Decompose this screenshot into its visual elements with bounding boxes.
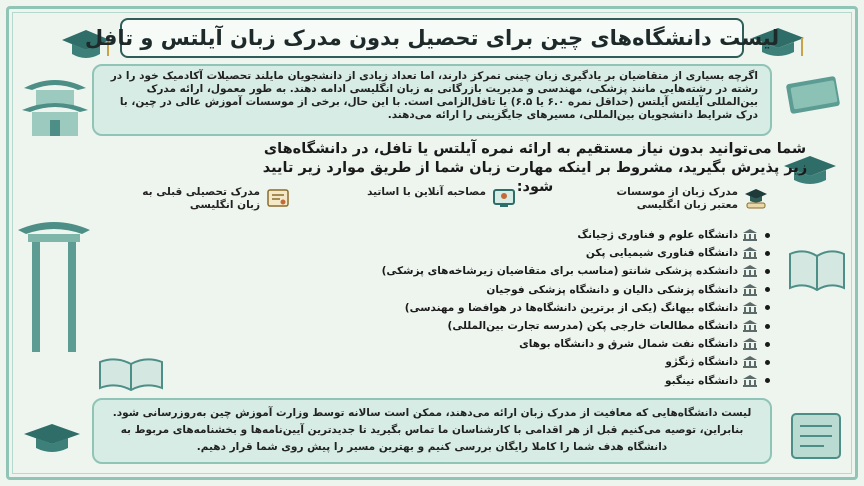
open-book-icon xyxy=(96,352,166,396)
university-name: دانشکده پزشکی شانتو (مناسب برای متقاضیان زیرشاخه‌های پزشکی) xyxy=(381,265,738,278)
footer-text: لیست دانشگاه‌هایی که معافیت از مدرک زبان ارائه می‌دهند، ممکن است سالانه توسط وزارت آموزش چین به‌روزرسانی شود. بنابراین، توصیه می‌کنیم قبل از هر اقدامی با کارشناسان ما تماس بگیرید تا جدیدترین آیین‌نامه‌ها و بخشنامه‌های مربوط به دانشگاه هدف شما را کاملا رایگان بررسی کنیم و بهترین مسیر را پیش روی شما قرار دهیم. xyxy=(112,407,752,453)
bullet-icon xyxy=(765,305,770,310)
list-item xyxy=(290,244,770,262)
list-item xyxy=(290,226,770,244)
intro-text: اگرچه بسیاری از متقاضیان بر یادگیری زبان چینی تمرکز دارند، اما تعداد زیادی از دانشجویان مایلند تحصیلات آکادمیک خود را در رشته در رشته‌هایی مانند پزشکی، مهندسی و مدیریت بازرگانی به زبان انگلیسی ادامه دهند. به طور معمول، ارائه مدرک بین‌المللی آیلتس آیلتس (حداقل نمره ۶.۰ یا ۶.۵) یا تافل‌الزامی است. با این حال، برخی از موسسات آموزش عالی در چین، با درک شرایط دانشجویان بین‌المللی، مسیرهای جایگزینی را ارائه می‌دهند. xyxy=(110,70,758,121)
bullet-icon xyxy=(765,360,770,365)
criterion-online-interview xyxy=(366,186,516,210)
list-item xyxy=(290,335,770,353)
list-item xyxy=(290,353,770,371)
university-name: دانشگاه فناوری شیمیایی پکن xyxy=(585,247,738,260)
intro-panel xyxy=(92,64,772,136)
university-name: دانشگاه بیهانگ (یکی از برترین دانشگاه‌ها در هوافضا و مهندسی) xyxy=(404,301,738,314)
university-name: دانشگاه ژنگژو xyxy=(665,356,738,369)
university-name: دانشگاه نفت شمال شرق و دانشگاه بوهای xyxy=(519,338,738,351)
gate-icon xyxy=(14,210,94,360)
bullet-icon xyxy=(765,378,770,383)
graduation-cap-icon xyxy=(22,418,82,462)
university-building-icon xyxy=(743,356,757,368)
university-building-icon xyxy=(743,265,757,277)
certificate-icon xyxy=(266,186,290,210)
bullet-icon xyxy=(765,269,770,274)
university-building-icon xyxy=(743,338,757,350)
university-building-icon xyxy=(743,302,757,314)
university-name: دانشگاه پزشکی دالیان و دانشگاه پزشکی فوجیان xyxy=(486,283,738,296)
video-call-icon xyxy=(492,186,516,210)
graduation-cap-diploma-icon xyxy=(744,186,768,210)
closed-book-icon xyxy=(782,70,844,120)
university-name: دانشگاه نینگبو xyxy=(664,374,738,387)
university-name: دانشگاه علوم و فناوری ژجیانگ xyxy=(577,229,738,242)
criterion-language-certificate xyxy=(598,186,768,212)
bullet-icon xyxy=(765,342,770,347)
university-building-icon xyxy=(743,284,757,296)
diploma-scroll-icon xyxy=(784,406,848,466)
list-item xyxy=(290,262,770,280)
bullet-icon xyxy=(765,233,770,238)
university-list xyxy=(290,226,770,390)
bullet-icon xyxy=(765,287,770,292)
subheading: شما می‌توانید بدون نیاز مستقیم به ارائه نمره آیلتس یا تافل، در دانشگاه‌های زیر پذیرش بگیرید، مشروط بر اینکه مهارت زبان شما از طریق موارد زیر تایید شود: xyxy=(262,141,808,195)
title-banner xyxy=(84,18,780,58)
list-item xyxy=(290,372,770,390)
criterion-previous-degree xyxy=(140,186,290,212)
university-building-icon xyxy=(743,229,757,241)
page-title: لیست دانشگاه‌های چین برای تحصیل بدون مدرک زبان آیلتس و تافل xyxy=(84,26,780,50)
bullet-icon xyxy=(765,324,770,329)
list-item xyxy=(290,281,770,299)
footer-note xyxy=(92,398,772,464)
list-item xyxy=(290,299,770,317)
university-building-icon xyxy=(743,375,757,387)
open-book-icon xyxy=(786,240,848,300)
criterion-label: مدرک تحصیلی قبلی به زبان انگلیسی xyxy=(142,186,260,211)
university-building-icon xyxy=(743,247,757,259)
bullet-icon xyxy=(765,251,770,256)
criterion-label: مدرک زبان از موسسات معتبر زبان انگلیسی xyxy=(616,186,738,211)
pagoda-icon xyxy=(20,64,90,144)
list-item xyxy=(290,317,770,335)
criterion-label: مصاحبه آنلاین با اساتید xyxy=(367,186,486,198)
university-name: دانشگاه مطالعات خارجی پکن (مدرسه تجارت بین‌المللی) xyxy=(447,320,738,333)
university-building-icon xyxy=(743,320,757,332)
